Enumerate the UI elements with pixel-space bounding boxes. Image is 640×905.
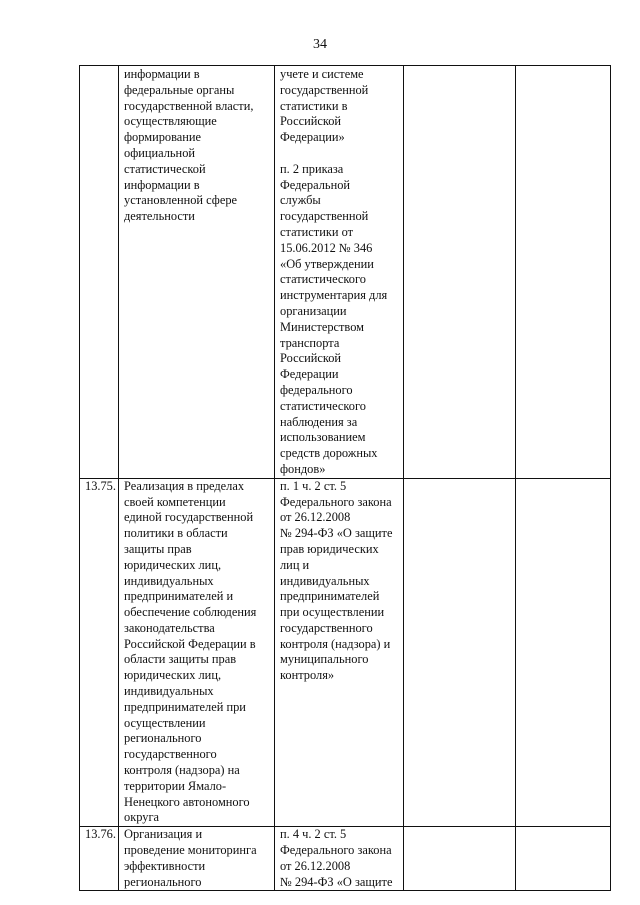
cell-empty-5 bbox=[516, 66, 611, 479]
cell-name bbox=[119, 827, 275, 891]
item-name: Организация и проведение мониторинга эффективности регионального bbox=[124, 827, 257, 889]
cell-empty-4 bbox=[404, 478, 516, 827]
cell-empty-5 bbox=[516, 827, 611, 891]
table-row bbox=[80, 478, 611, 827]
cell-basis bbox=[275, 827, 404, 891]
cell-basis bbox=[275, 66, 404, 479]
cell-number bbox=[80, 827, 119, 891]
powers-table bbox=[79, 65, 611, 891]
item-basis: п. 1 ч. 2 ст. 5 Федерального закона от 26.12.2008 № 294-ФЗ «О защите прав юридических лиц и индивидуальных предпринимателей при осуществлении государственного контроля (надзора) и муниципального контроля» bbox=[280, 478, 393, 683]
table-row bbox=[80, 66, 611, 479]
item-number: 13.75. bbox=[85, 478, 116, 493]
cell-number bbox=[80, 478, 119, 827]
item-number: 13.76. bbox=[85, 827, 116, 842]
cell-empty-5 bbox=[516, 478, 611, 827]
item-name: Реализация в пределах своей компетенции единой государственной политики в области защиты прав юридических лиц, индивидуальных предпринимателей и обеспечение соблюдения законодательства Российской Федерации в области защиты прав юридических лиц, индивидуальных предпринимателей при осуществлении регионального государственного контроля (надзора) на территории Ямало- Ненецкого автономного округа bbox=[124, 478, 257, 825]
cell-name bbox=[119, 66, 275, 479]
cell-name bbox=[119, 478, 275, 827]
cell-empty-4 bbox=[404, 827, 516, 891]
cell-number bbox=[80, 66, 119, 479]
page-number: 34 bbox=[313, 37, 327, 52]
cell-empty-4 bbox=[404, 66, 516, 479]
table-row bbox=[80, 827, 611, 891]
cell-basis bbox=[275, 478, 404, 827]
item-name: информации в федеральные органы государственной власти, осуществляющие формирование официальной статистической информации в установленной сфере деятельности bbox=[124, 67, 254, 224]
item-basis: п. 4 ч. 2 ст. 5 Федерального закона от 26.12.2008 № 294-ФЗ «О защите bbox=[280, 827, 393, 889]
item-basis: учете и системе государственной статистики в Российской Федерации» п. 2 приказа Федеральной службы государственной статистики от 15.06.2012 № 346 «Об утверждении статистического инструментария для организации Министерством транспорта Российской Федерации федерального статистического наблюдения за использованием средств дорожных фондов» bbox=[280, 67, 388, 476]
